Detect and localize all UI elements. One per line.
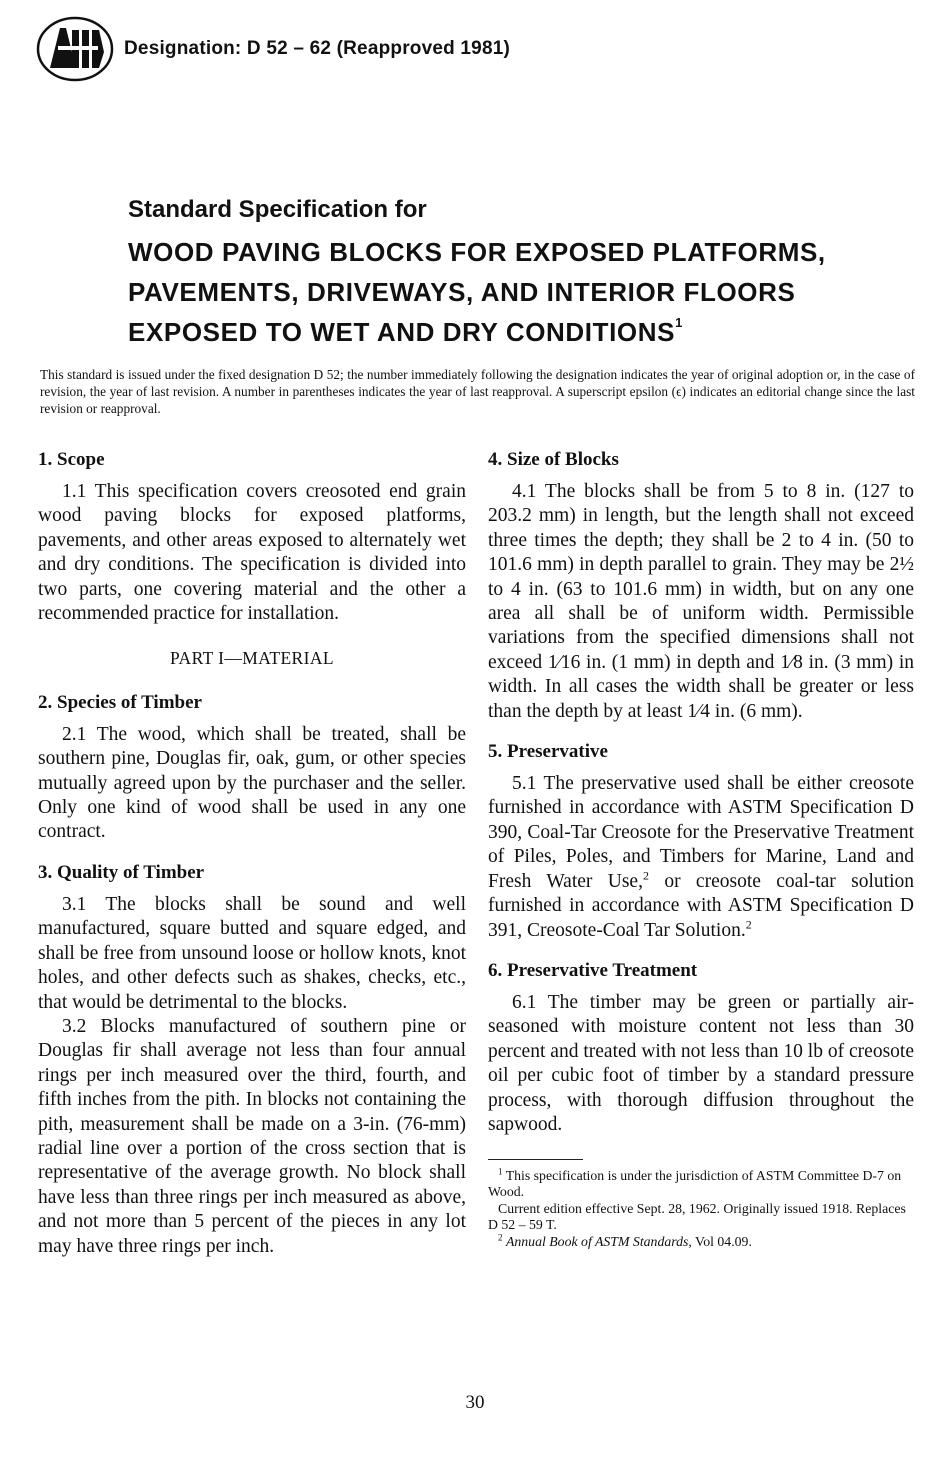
section-heading-preservative: 5. Preservative [488,741,608,763]
section-heading-quality: 3. Quality of Timber [38,861,205,883]
footnote-1-text: This specification is under the jurisdiction of ASTM Committee D-7 on Wood. [488,1168,902,1200]
astm-logo-icon [36,16,114,82]
footnote-2 [488,1234,914,1250]
paragraph-3-2: 3.2 Blocks manufactured of southern pine or Douglas fir shall average not less than four annual rings per inch measured over the third, fourth, and fifth inches from the pith. In blocks not containing the pith, measurement shall be made on a 3-in. (76-mm) radial line over a portion of the cross section that is representative of the average growth. No block shall have less than three rings per inch measured as above, and not more than 5 percent of the pieces in any lot may have three rings per inch. [38,1015,466,1257]
footnote-2-book: Annual Book of ASTM Standards [505,1234,689,1250]
section-heading-treatment: 6. Preservative Treatment [488,959,698,981]
title-line-3: EXPOSED TO WET AND DRY CONDITIONS [128,317,676,347]
title-line-2: PAVEMENTS, DRIVEWAYS, AND INTERIOR FLOORS [128,277,796,307]
header [36,14,510,84]
footnotes [488,1168,914,1250]
footnote-1-mark: 1 [498,1166,503,1177]
footnote-ref-2b: 2 [745,917,752,931]
title-block [128,196,908,352]
standard-title [128,232,908,352]
paragraph-6-1: 6.1 The timber may be green or partially air-seasoned with moisture content not less than 30 percent and treated with not less than 10 lb of creosote oil per cubic foot of timber by a standard pressure process, with thorough diffusion throughout the sapwood. [488,991,914,1135]
section-heading-size: 4. Size of Blocks [488,449,619,470]
footnote-ref-2a: 2 [642,868,649,883]
footnote-divider [488,1159,583,1160]
paragraph-4-1: 4.1 The blocks shall be from 5 to 8 in. (127 to 203.2 mm) in length, but the length shall not exceed three times the depth; they shall be 2 to 4 in. (50 to 101.6 mm) in depth parallel to grain. They may be 2½ to 4 in. (63 to 101.6 mm) in width, but on any one area all shall be of uniform width. Permissible variations from the specified dimensions shall not exceed 1⁄16 in. (1 mm) in depth and 1⁄8 in. (3 mm) in width. In all cases the width shall be greater or less than the depth by at least 1⁄4 in. (6 mm). [488,481,914,722]
paragraph-1-1: 1.1 This specification covers creosoted end grain wood paving blocks for exposed platforms, pavements, and other areas exposed to alternately wet and dry conditions. The specification is divided into two parts, one covering material and the other a recommended practice for installation. [38,481,466,625]
designation: Designation: D 52 – 62 (Reapproved 1981) [124,38,511,59]
paragraph-5-1 [488,772,914,943]
left-column [38,448,466,1259]
footnote-2-mark: 2 [498,1232,503,1243]
standard-subtitle: Standard Specification for [128,196,427,223]
footnote-1 [488,1168,914,1200]
page-number: 30 [465,1392,485,1413]
paragraph-5-1-part-b: or creosote coal-tar solution furnished in accordance with ASTM Specification D 391, Creosote-Coal Tar Solution. [488,870,914,941]
section-heading-scope: 1. Scope [38,449,105,470]
section-heading-species: 2. Species of Timber [38,691,202,713]
right-column [488,448,914,1251]
title-line-1: WOOD PAVING BLOCKS FOR EXPOSED PLATFORMS, [128,237,826,267]
footnote-1b: Current edition effective Sept. 28, 1962. Originally issued 1918. Replaces D 52 – 59 T. [488,1201,906,1233]
footnote-2-volume: , Vol 04.09. [688,1234,752,1250]
part-heading: PART I—MATERIAL [170,648,334,669]
paragraph-3-1: 3.1 The blocks shall be sound and well manufactured, square butted and square edged, and shall be free from unsound loose or hollow knots, knot holes, and other defects such as shakes, checks, etc., that would be detrimental to the blocks. [38,893,466,1013]
title-footnote-mark: 1 [675,315,683,331]
paragraph-2-1: 2.1 The wood, which shall be treated, shall be southern pine, Douglas fir, oak, gum, or other species mutually agreed upon by the purchaser and the seller. Only one kind of wood shall be used in any one contract. [38,723,466,843]
issuance-note: This standard is issued under the fixed designation D 52; the number immediately following the designation indicates the year of original adoption or, in the case of revision, the year of last revision. A number in parentheses indicates the year of last reapproval. A superscript epsilon (ϵ) indicates an editorial change since the last revision or reapproval. [40,367,915,417]
paragraph-5-1-part-a: 5.1 The preservative used shall be either creosote furnished in accordance with ASTM Specification D 390, Coal-Tar Creosote for the Preservative Treatment of Piles, Poles, and Timbers for Marine, Land and Fresh Water Use, [488,773,914,892]
